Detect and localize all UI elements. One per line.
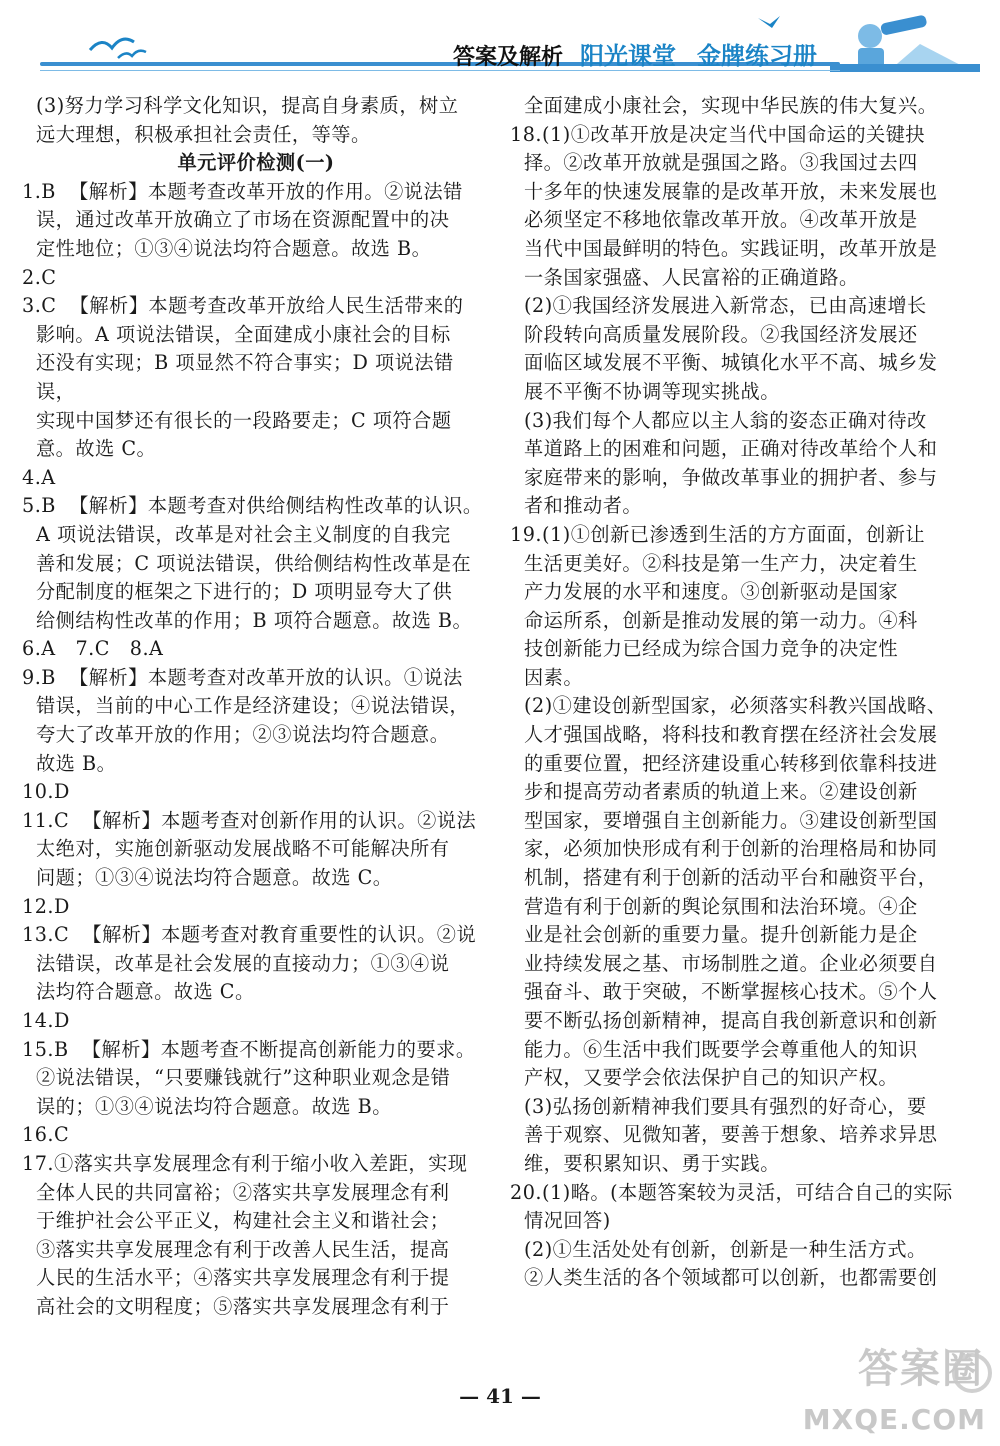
- text-line: ③落实共享发展理念有利于改善人民生活，提高: [36, 1237, 450, 1261]
- text-line: 太绝对，实施创新驱动发展战略不可能解决所有: [36, 837, 450, 861]
- text-line: 高社会的文明程度；⑤落实共享发展理念有利于: [36, 1294, 450, 1318]
- text-line: 的重要位置，把经济建设重心转移到依靠科技进: [524, 751, 938, 775]
- text-line: 13.C 【解析】本题考查对教育重要性的认识。②说: [22, 923, 477, 947]
- text-line: 业持续发展之基、市场制胜之道。企业必须要自: [524, 951, 938, 975]
- text-line: 产力发展的水平和速度。③创新驱动是国家: [524, 580, 899, 604]
- text-line: 技创新能力已经成为综合国力竞争的决定性: [524, 637, 899, 661]
- text-line: 1.B 【解析】本题考查改革开放的作用。②说法错: [22, 179, 463, 203]
- text-line: 远大理想，积极承担社会责任，等等。: [36, 122, 371, 146]
- text-line: 错误，当前的中心工作是经济建设；④说法错误，: [36, 694, 470, 718]
- text-line: 18.(1)①改革开放是决定当代中国命运的关键抉: [510, 122, 926, 146]
- text-line: (2)①生活处处有创新，创新是一种生活方式。: [524, 1237, 927, 1261]
- text-line: 误的；①③④说法均符合题意。故选 B。: [36, 1094, 392, 1118]
- text-line: 机制，搭建有利于创新的活动平台和融资平台，: [524, 866, 938, 890]
- text-line: 产权，又要学会依法保护自己的知识产权。: [524, 1066, 899, 1090]
- text-line: 17.①落实共享发展理念有利于缩小收入差距，实现: [22, 1151, 468, 1175]
- watermark-text-top: 答案圈: [858, 1346, 984, 1392]
- text-line: 6.A 7.C 8.A: [22, 637, 164, 661]
- text-line: 意。故选 C。: [36, 437, 157, 461]
- text-line: 家，必须加快形成有利于创新的治理格局和协同: [524, 837, 938, 861]
- text-line: 步和提高劳动者素质的轨道上来。②建设创新: [524, 780, 918, 804]
- text-line: 3.C 【解析】本题考查改革开放给人民生活带来的: [22, 294, 464, 318]
- section-label: 答案及解析: [453, 45, 564, 70]
- text-line: (2)①建设创新型国家，必须落实科教兴国战略、: [524, 694, 947, 718]
- text-line: 故选 B。: [36, 751, 117, 775]
- text-line: 者和推动者。: [524, 494, 643, 518]
- text-line: 全体人民的共同富裕；②落实共享发展理念有利: [36, 1180, 450, 1204]
- text-line: ②说法错误，“只要赚钱就行”这种职业观念是错: [36, 1066, 451, 1090]
- text-line: 16.C: [22, 1123, 70, 1147]
- text-line: 人才强国战略，将科技和教育摆在经济社会发展: [524, 723, 938, 747]
- text-line: 人民的生活水平；④落实共享发展理念有利于提: [36, 1266, 450, 1290]
- text-line: 要不断弘扬创新精神，提高自我创新意识和创新: [524, 1009, 938, 1032]
- text-line: (2)①我国经济发展进入新常态，已由高速增长: [524, 294, 927, 318]
- text-line: ②人类生活的各个领域都可以创新，也都需要创: [524, 1266, 938, 1290]
- text-line: 全面建成小康社会，实现中华民族的伟大复兴。: [524, 94, 938, 117]
- text-line: 命运所系，创新是推动发展的第一动力。④科: [524, 608, 918, 632]
- text-line: (3)弘扬创新精神我们要具有强烈的好奇心，要: [524, 1094, 927, 1118]
- text-line: 一条国家强盛、人民富裕的正确道路。: [524, 265, 859, 289]
- text-line: 强奋斗、敢于突破，不断掌握核心技术。⑤个人: [524, 980, 938, 1004]
- text-line: 情况回答): [524, 1209, 611, 1233]
- text-line: (3)我们每个人都应以主人翁的姿态正确对待改: [524, 408, 927, 432]
- text-line: 14.D: [22, 1009, 70, 1032]
- text-line: 阶段转向高质量发展阶段。②我国经济发展还: [524, 322, 918, 346]
- brand-left: 阳光课堂: [580, 42, 676, 70]
- text-line: 还没有实现；B 项显然不符合事实；D 项说法错误，: [36, 351, 454, 403]
- text-line: 12.D: [22, 894, 70, 918]
- text-line: 能力。⑥生活中我们既要学会尊重他人的知识: [524, 1037, 918, 1061]
- text-line: 影响。A 项说法错误，全面建成小康社会的目标: [36, 322, 451, 346]
- text-line: 11.C 【解析】本题考查对创新作用的认识。②说法: [22, 808, 477, 832]
- text-line: 型国家，要增强自主创新能力。③建设创新型国: [524, 808, 938, 832]
- text-line: 误，通过改革开放确立了市场在资源配置中的决: [36, 208, 450, 232]
- text-line: 因素。: [524, 665, 584, 689]
- page-number: — 41 —: [459, 1384, 541, 1408]
- text-line: 面临区域发展不平衡、城镇化水平不高、城乡发: [524, 351, 938, 375]
- text-line: 15.B 【解析】本题考查不断提高创新能力的要求。: [22, 1037, 476, 1061]
- text-line: 当代中国最鲜明的特色。实践证明，改革开放是: [524, 236, 938, 260]
- text-line: 善于观察、见微知著，要善于想象、培养求异思: [524, 1123, 938, 1147]
- right-column: [510, 92, 980, 1293]
- text-line: 给侧结构性改革的作用；B 项符合题意。故选 B。: [36, 608, 473, 632]
- bird-icon: [88, 30, 148, 64]
- text-line: 营造有利于创新的舆论氛围和法治环境。④企: [524, 894, 918, 918]
- small-bird-icon: [756, 14, 782, 32]
- text-line: 于维护社会公平正义，构建社会主义和谐社会；: [36, 1209, 450, 1233]
- left-column: [22, 92, 490, 1322]
- text-line: 分配制度的框架之下进行的；D 项明显夸大了供: [36, 580, 453, 604]
- watermark-text-bottom: MXQE.COM: [802, 1403, 986, 1436]
- text-line: 19.(1)①创新已渗透到生活的方方面面，创新让: [510, 522, 926, 546]
- text-line: 5.B 【解析】本题考查对供给侧结构性改革的认识。: [22, 494, 483, 518]
- text-line: 法错误，改革是社会发展的直接动力；①③④说: [36, 951, 450, 975]
- text-line: 维，要积累知识、勇于实践。: [524, 1151, 780, 1175]
- text-line: 实现中国梦还有很长的一段路要走；C 项符合题: [36, 408, 452, 432]
- telescope-kid-icon: [830, 14, 980, 76]
- text-line: 革道路上的困难和问题，正确对待改革给个人和: [524, 437, 938, 461]
- section-title: 单元评价检测(一): [177, 151, 335, 175]
- text-line: 2.C: [22, 265, 57, 289]
- text-line: 家庭带来的影响，争做改革事业的拥护者、参与: [524, 465, 938, 489]
- text-line: 夸大了改革开放的作用；②③说法均符合题意。: [36, 723, 450, 747]
- text-line: 择。②改革开放就是强国之路。③我国过去四: [524, 151, 918, 175]
- text-line: 定性地位；①③④说法均符合题意。故选 B。: [36, 236, 432, 260]
- brand-right: 金牌练习册: [697, 42, 817, 70]
- text-line: 业是社会创新的重要力量。提升创新能力是企: [524, 923, 918, 947]
- text-line: A 项说法错误，改革是对社会主义制度的自我完: [36, 522, 451, 546]
- text-line: 十多年的快速发展靠的是改革开放，未来发展也: [524, 179, 938, 203]
- text-line: 问题；①③④说法均符合题意。故选 C。: [36, 866, 393, 890]
- text-line: 生活更美好。②科技是第一生产力，决定着生: [524, 551, 918, 575]
- page-header: [0, 0, 1000, 90]
- text-line: (3)努力学习科学文化知识，提高自身素质，树立: [36, 94, 459, 117]
- text-line: 法均符合题意。故选 C。: [36, 980, 255, 1004]
- text-line: 9.B 【解析】本题考查对改革开放的认识。①说法: [22, 665, 463, 689]
- text-line: 4.A: [22, 465, 56, 489]
- text-line: 必须坚定不移地依靠改革开放。④改革开放是: [524, 208, 918, 232]
- text-line: 20.(1)略。(本题答案较为灵活，可结合自己的实际: [510, 1180, 953, 1204]
- text-line: 善和发展；C 项说法错误，供给侧结构性改革是在: [36, 551, 472, 575]
- text-line: 10.D: [22, 780, 70, 804]
- text-line: 展不平衡不协调等现实挑战。: [524, 379, 780, 403]
